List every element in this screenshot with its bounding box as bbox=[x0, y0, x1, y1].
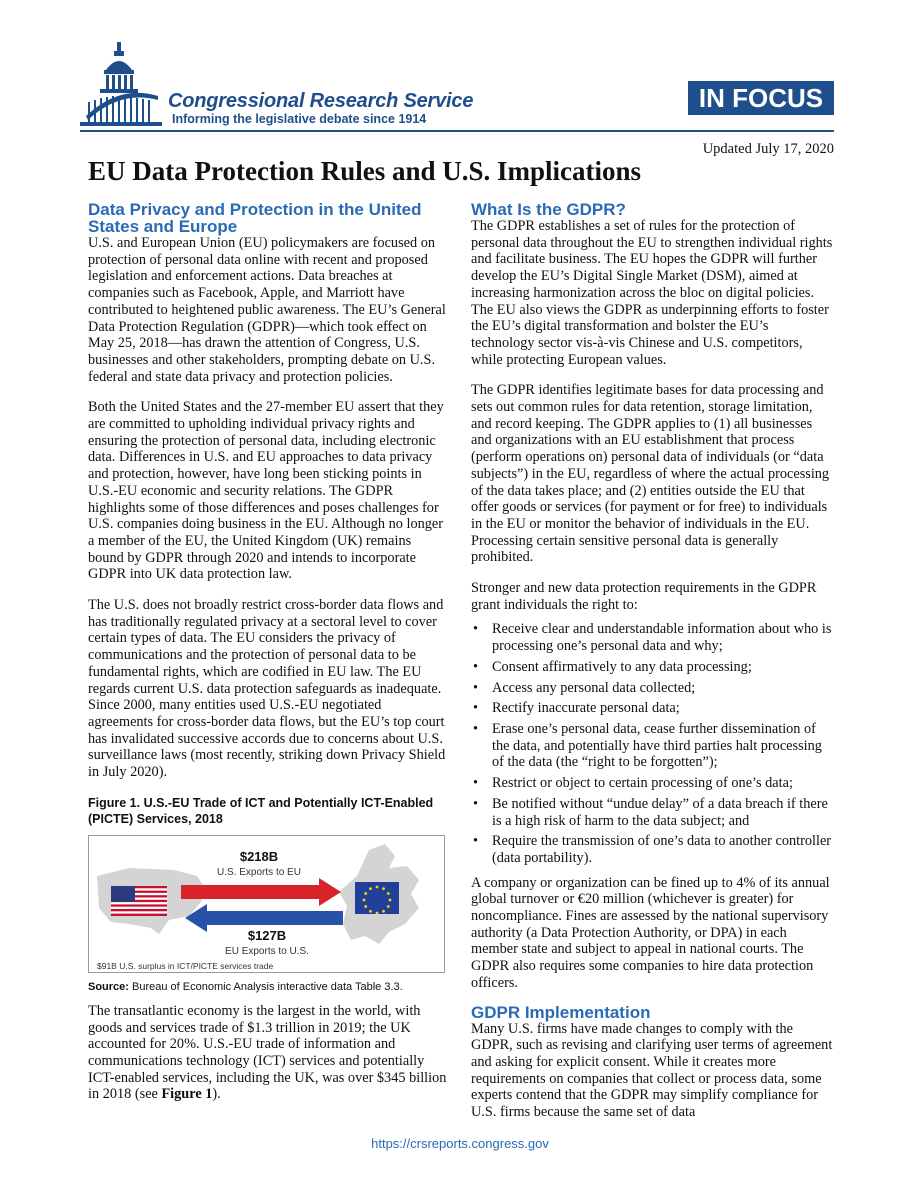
list-item: • Receive clear and understandable information about who is processing one’s personal data and why; bbox=[471, 621, 835, 654]
figure-trade-graphic bbox=[88, 835, 445, 973]
list-item: • Require the transmission of one’s data to another controller (data portability). bbox=[471, 833, 835, 866]
right-column bbox=[471, 201, 835, 1121]
list-item: • Consent affirmatively to any data processing; bbox=[471, 659, 835, 676]
imports-value: $127B bbox=[247, 927, 287, 943]
footer-url-link[interactable]: https://crsreports.congress.gov bbox=[371, 1136, 549, 1151]
capitol-dome-logo-icon bbox=[80, 40, 162, 130]
list-item: • Be notified without “undue delay” of a data breach if there is a high risk of harm to the data subject; and bbox=[471, 796, 835, 829]
imports-label: EU Exports to U.S. bbox=[225, 945, 309, 957]
section-heading-privacy: Data Privacy and Protection in the United States and Europe bbox=[88, 200, 422, 236]
source-text: Bureau of Economic Analysis interactive data Table 3.3. bbox=[132, 980, 403, 993]
left-paragraph-3: The U.S. does not broadly restrict cross-border data flows and has traditionally regulated privacy at a sectoral level to cover certain types of data. The EU considers the privacy of communications and the protection of personal data to be fundamental rights, which are codified in EU law. The EU regards current U.S. data protection safeguards as inadequate. Since 2000, many entities used U.S.-EU negotiated agreements for cross-border data flows, but the EU’s top court has invalidated successive accords due to concerns about U.S. surveillance laws (most recently, striking down Privacy Shield in July 2020). bbox=[88, 597, 446, 781]
figure-source bbox=[88, 981, 448, 993]
org-tagline: Informing the legislative debate since 1914 bbox=[172, 112, 427, 126]
list-item: • Rectify inaccurate personal data; bbox=[471, 700, 835, 717]
section-heading-implementation: GDPR Implementation bbox=[471, 1002, 651, 1022]
figure-caption: Figure 1. U.S.-EU Trade of ICT and Potentially ICT-Enabled (PICTE) Services, 2018 bbox=[88, 795, 434, 826]
exports-label: U.S. Exports to EU bbox=[217, 866, 301, 878]
eu-flag-icon bbox=[355, 882, 399, 914]
header-divider bbox=[80, 130, 834, 132]
section-heading-what-is-gdpr: What Is the GDPR? bbox=[471, 200, 626, 219]
surplus-note: $91B U.S. surplus in ICT/PICTE services trade bbox=[97, 960, 274, 971]
in-focus-badge: IN FOCUS bbox=[688, 81, 834, 115]
right-paragraph-2: The GDPR identifies legitimate bases for data processing and sets out common rules for data retention, storage limitation, and record keeping. The GDPR applies to (1) all businesses and organizations with an EU establishment that process (perform operations on) personal data of individuals (or “data subjects”) in the EU, regardless of where the actual processing of the data takes place; and (2) entities outside the EU that offer goods or services (for payment or for free) to individuals in the EU or monitor the behavior of individuals in the EU. Processing certain sensitive personal data is generally prohibited. bbox=[471, 382, 830, 566]
export-to-eu-arrow bbox=[181, 878, 341, 906]
left-paragraph-4 bbox=[88, 1003, 448, 1103]
left-paragraph-1: U.S. and European Union (EU) policymakers are focused on protection of personal data online with recent and proposed legislation and enforcement actions. Data breaches at companies such as Facebook, Apple, and Marriott have contributed to heightened public awareness. The EU’s General Data Protection Regulation (GDPR)—which took effect on May 25, 2018—has drawn the attention of Congress, U.S. businesses and other stakeholders, prompting debate on U.S. federal and state data privacy and protection policies. bbox=[88, 235, 446, 385]
page-title: EU Data Protection Rules and U.S. Implications bbox=[88, 156, 642, 186]
exports-value: $218B bbox=[239, 848, 279, 864]
us-flag-icon bbox=[111, 886, 167, 916]
left-paragraph-2: Both the United States and the 27-member EU assert that they are committed to upholding individual privacy rights and ensuring the protection of personal data, including electronic data. Differences in U.S. and EU approaches to data privacy and protection, however, have long been sticking points in U.S.-EU economic and security relations. The GDPR highlights some of those differences and poses challenges for U.S. companies doing business in the EU. Although no longer a member of the EU, the United Kingdom (UK) remains bound by GDPR through 2020 and intends to incorporate GDPR into UK data protection law. bbox=[88, 399, 444, 583]
source-label: Source: bbox=[88, 980, 129, 993]
trade-map-graphic bbox=[89, 836, 445, 973]
list-item: • Restrict or object to certain processing of one’s data; bbox=[471, 775, 835, 792]
rights-list bbox=[471, 621, 835, 866]
list-item: • Access any personal data collected; bbox=[471, 680, 835, 697]
crs-header bbox=[80, 40, 840, 135]
right-paragraph-5: Many U.S. firms have made changes to comply with the GDPR, such as revising and clarifying user terms of agreement and asking for explicit consent. While it creates more requirements on companies that collect or process data, some experts contend that the GDPR may simplify compliance for U.S. firms because the same set of data bbox=[471, 1020, 833, 1121]
left-paragraph-4-text-a: The transatlantic economy is the largest in the world, with goods and services trade of $1.3 trillion in 2019; the UK accounted for 20%. U.S.-EU trade of information and communications technology (ICT) services and potentially ICT-enabled services, including the UK, was over $345 billion in 2018 (see bbox=[88, 1002, 447, 1103]
list-item: • Erase one’s personal data, cease further dissemination of the data, and potentially have third parties halt processing of the data (the “right to be forgotten”); bbox=[471, 721, 835, 771]
right-paragraph-3: Stronger and new data protection requirements in the GDPR grant individuals the right to: bbox=[471, 580, 817, 613]
right-paragraph-4: A company or organization can be fined up to 4% of its annual global turnover or €20 million (whichever is greater) for noncompliance. Fines are assessed by the national supervisory authority (a Data Protection Authority, or DPA) in each member state and subject to appeal in national courts. The GDPR also requires some companies to hire data protection officers. bbox=[471, 874, 830, 991]
right-paragraph-1: The GDPR establishes a set of rules for the protection of personal data throughout the EU to strengthen individual rights and facilitate business. The EU hopes the GDPR will further develop the EU’s Digital Single Market (DSM), aimed at increasing harmonization across the bloc on digital policies. The EU also views the GDPR as underpinning efforts to foster the EU’s digital transformation and bolster the EU’s technology sector vis-à-vis Chinese and U.S. competitors, while protecting European values. bbox=[471, 218, 833, 368]
left-column bbox=[88, 201, 448, 1103]
org-name: Congressional Research Service bbox=[168, 90, 474, 112]
updated-date: Updated July 17, 2020 bbox=[702, 141, 834, 157]
figure-1-reference: Figure 1 bbox=[161, 1086, 213, 1103]
left-paragraph-4-text-b: ). bbox=[212, 1086, 221, 1103]
